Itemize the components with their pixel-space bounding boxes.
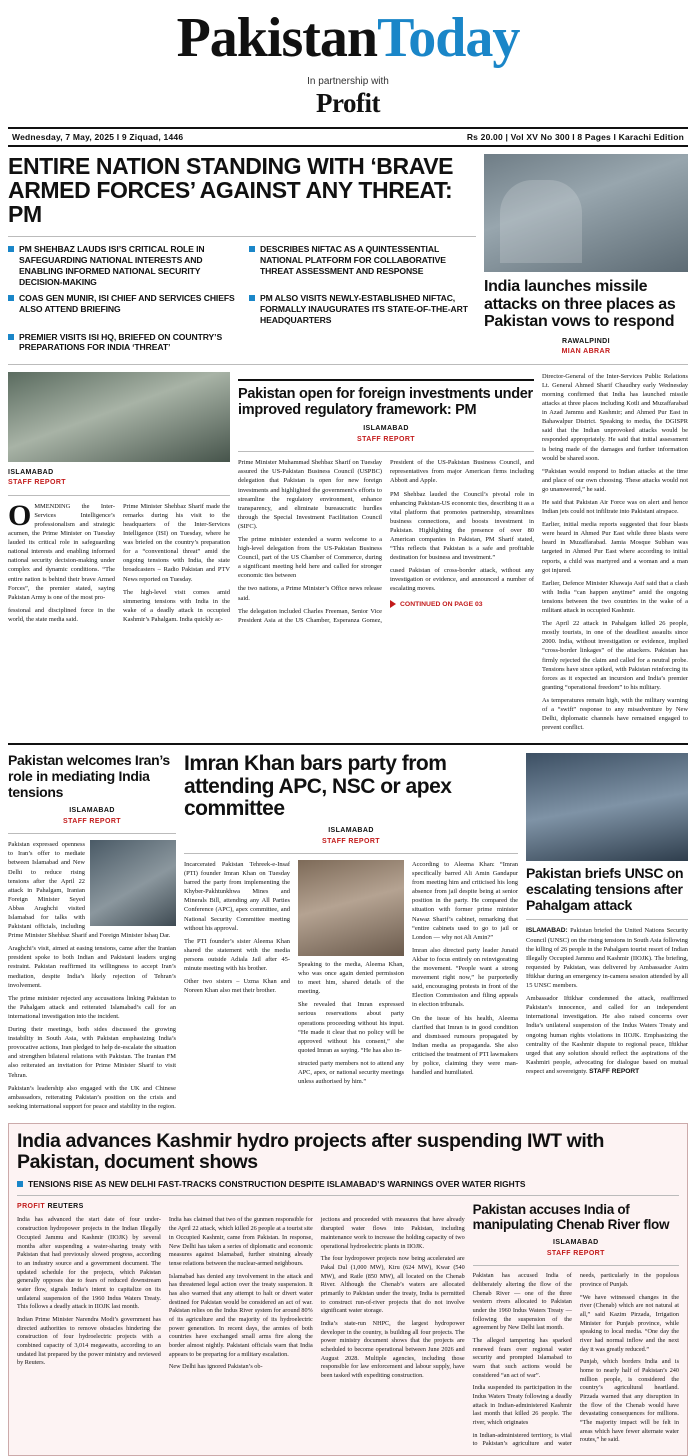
bottom-paragraph: Islamabad has denied any involvement in the attack and has threatened legal action over the treaty suspension. It has also warned that any attempt to halt or divert water destined for Pakistan would be considered an act of war. Pakistan relies on the Indus River system for around 80% of its agriculture and the majority of its hydroelectric power generation. In recent days, the armies of both countries have exchanged small arms fire along the border almost nightly. Pakistani officials warn that India appears to be preparing for a military escalation. bbox=[168, 1272, 313, 1358]
divider bbox=[473, 1265, 679, 1266]
fi-paragraph: the two nations, a Prime Minister’s Office news release said. bbox=[238, 585, 382, 602]
meeting-photo bbox=[8, 372, 230, 462]
bottom-byline bbox=[17, 1202, 465, 1213]
square-bullet-icon bbox=[8, 334, 14, 340]
bottom-subhead-text: TENSIONS RISE AS NEW DELHI FAST-TRACKS CONSTRUCTION DESPITE ISLAMABAD’S WARNINGS OVER WATER RIGHTS bbox=[28, 1178, 526, 1189]
bottom-paragraph: Indian Prime Minister Narendra Modi’s government has directed authorities to remove obstacles hindering the construction of four hydroelectric projects with a combined capacity of 3,014 megawatts, according to an undated list prepared by the power ministry and reviewed by Reuters. bbox=[17, 1315, 161, 1367]
iran-headline[interactable]: Pakistan welcomes Iran’s role in mediating India tensions bbox=[8, 752, 170, 800]
missile-paragraph: Director-General of the Inter-Services Public Relations Lt. General Ahmed Sharif Chaudhry early Wednesday morning confirmed that India has launched missile attacks at three places including Kotli and Muzaffarabad in Azad Jammu and Kashmir; and Ahmed Pur East in Bahawalpur District. Speaking to media, the DGISPR said that the Indian unprovoked attacks would be responded appropriately. He said that initial assessment is being made of the damages and further information would be shared soon. bbox=[542, 372, 688, 462]
bottom-paragraph: India has claimed that two of the gunmen responsible for the April 22 attack, which killed 26 people at a tourist site in Occupied Kashmir, came from Pakistan. In response, New Delhi has taken a series of diplomatic and economic measures against Islamabad, further straining already tense relations between the nuclear-armed neighbours. bbox=[168, 1216, 313, 1267]
fi-paragraph: The prime minister extended a warm welcome to a high-level delegation from the US-Pakistan Business Council, part of the US Chamber of Commerce, during a significant meeting held here and called for stronger economic ties between bbox=[238, 536, 382, 580]
lead-bullet bbox=[8, 244, 235, 287]
commend-paragraph: fessional and disciplined force in the world, the state media said. bbox=[8, 606, 115, 623]
bottom-body-wrap bbox=[17, 1202, 679, 1449]
chenab-story bbox=[473, 1202, 679, 1449]
chenab-paragraph: “We have witnessed changes in the river (Chenab) which are not natural at all,” said Kazim Pirzada, Irrigation Minister for Punjab province, while speaking to local media. “One day the river had normal inflow and the next day it was greatly reduced.” bbox=[579, 1293, 679, 1353]
commend-body bbox=[8, 498, 230, 628]
iran-paragraph: The prime minister rejected any accusations linking Pakistan to the Pahalgam attack and reiterated Islamabad’s call for an international investigation into the incident. bbox=[8, 994, 176, 1020]
bottom-body bbox=[17, 1216, 465, 1380]
unsc-paragraph bbox=[526, 926, 688, 990]
commend-paragraph: The high-level visit comes amid simmering tensions with India in the wake of a deadly attack in occupied Kashmir’s Pahalgam. India quickly ac- bbox=[123, 588, 230, 623]
byline-section: PROFIT bbox=[17, 1202, 46, 1210]
commend-paragraph: Prime Minister Shehbaz Sharif made the remarks during his visit to the headquarters of the Inter-Services Intelligence (ISI) on Tuesday, where he was briefed on the country’s preparation for a “conventional threat” amid the ongoing tensions with India, the state broadcasters – Radio Pakistan and PTV News reported on Tuesday. bbox=[123, 502, 230, 583]
imran-paragraph: Incarcerated Pakistan Tehreek-e-Insaf (PTI) founder Imran Khan on Tuesday barred the party from implementing the Khyber-Pakhtunkhwa Mines and Minerals Bill, attending any All Parties Conference (APC), apex committee, and National Security Committee meeting without his approval. bbox=[184, 861, 290, 932]
lead-left-column bbox=[8, 154, 476, 358]
second-section bbox=[8, 753, 688, 1115]
lead-bullet-text: PM SHEHBAZ LAUDS ISI’S CRITICAL ROLE IN SAFEGUARDING NATIONAL INTERESTS AND ENABLING INFORMED NATIONAL SECURITY DECISION-MAKING bbox=[19, 244, 205, 287]
lead-bullet-text: COAS GEN MUNIR, ISI CHIEF AND SERVICES CHIEFS ALSO ATTEND BRIEFING bbox=[19, 293, 235, 315]
chenab-paragraph: India suspended its participation in the Indus Waters Treaty following a deadly attack in Indian-administered Kashmir last month that killed 26 people. The river, which originates bbox=[472, 1384, 572, 1426]
dateline-bar bbox=[8, 127, 688, 147]
missile-byline bbox=[484, 337, 688, 358]
chenab-body bbox=[473, 1272, 679, 1449]
iran-paragraph: During their meetings, both sides discussed the growing instability in South Asia, with Pakistan emphasizing India’s provocative actions, Iran pledged to help de-escalate the situation and strengthen bilateral relations with Pakistan. The Iranian FM also reiterated an invitation for Prime Minister Sharif to visit Tehran. bbox=[8, 1026, 176, 1079]
aleema-khan-photo bbox=[298, 860, 404, 956]
iran-paragraph: Pakistan’s leadership also engaged with the UK and Chinese ambassadors, reiterating Pakistan’s position on the crisis and seeking international support for peace and stability in the region. bbox=[8, 1084, 176, 1110]
square-bullet-icon bbox=[8, 295, 14, 301]
lead-section bbox=[8, 154, 688, 358]
lead-bullet bbox=[249, 293, 476, 325]
soldiers-photo bbox=[484, 154, 688, 272]
unsc-paragraph-text: Ambassador Iftikhar condemned the attack, reaffirmed Pakistan’s innocence, and called for an independent international investigation. He also raised concerns over India’s unilateral suspension of the Indus Waters Treaty and ongoing human rights violations in IIOJK. Emphasizing the centrality of the Kashmir dispute to regional peace, Iftikhar urged that any solution should reflect the aspirations of the Kashmiri people, advocating for dialogue based on mutual respect and sovereignty. bbox=[526, 995, 688, 1075]
missile-paragraph: The April 22 attack in Pahalgam killed 26 people, mostly tourists, in one of the deadliest assaults since 2000. India, without investigation or evidence, implied “cross-border linkages” of the attackers. Pakistan has firmly rejected the claim and called for a neutral probe. Tensions have since spiked, with Pakistan reinforcing its forces as it expected an incursion and India’s premier granting “operational freedom” to his military. bbox=[542, 620, 688, 691]
lead-bullet-grid bbox=[8, 236, 476, 353]
divider bbox=[238, 451, 534, 452]
chenab-byline bbox=[473, 1238, 679, 1259]
imran-paragraph: structed party members not to attend any APC, apex, or national security meetings unless authorised by him.” bbox=[298, 1059, 404, 1086]
missile-paragraph: Earlier, Defence Minister Khawaja Asif said that a clash with India “can happen anytime” amid the ongoing tensions between the two countries in the wake of a militant attack in occupied Kashmir. bbox=[542, 579, 688, 615]
byline-city: RAWALPINDI bbox=[562, 337, 610, 345]
newspaper-title bbox=[8, 7, 688, 69]
chenab-paragraph: The alleged tampering has sparked renewed fears over regional water security and prompted Islamabad to warn that such actions would be considered “an act of war”. bbox=[472, 1336, 572, 1379]
divider bbox=[184, 853, 518, 854]
foreign-investment-headline[interactable]: Pakistan open for foreign investments under improved regulatory framework: PM bbox=[238, 385, 533, 419]
imran-story bbox=[184, 753, 518, 1115]
lead-bullet-text: PREMIER VISITS ISI HQ, BRIEFED ON COUNTRY’S PREPARATIONS FOR INDIA ‘THREAT’ bbox=[19, 331, 223, 353]
square-bullet-icon bbox=[17, 1181, 23, 1187]
bottom-headline[interactable]: India advances Kashmir hydro projects after suspending IWT with Pakistan, document shows bbox=[17, 1129, 605, 1173]
divider bbox=[8, 833, 176, 834]
unsc-credit: STAFF REPORT bbox=[589, 1067, 640, 1075]
divider bbox=[526, 919, 688, 920]
divider bbox=[8, 743, 688, 745]
chenab-paragraph: Pakistan has accused India of deliberately altering the flow of the Chenab River — one of the three western rivers allocated to Pakistan under the 1960 Indus Waters Treaty — following the suspension of the agreement by New Delhi last month. bbox=[472, 1272, 572, 1332]
fi-paragraph: Prime Minister Muhammad Shehbaz Sharif on Tuesday assured the US-Pakistan Business Council (USPBC) delegation that Pakistan is open for new foreign investments and highlighted the government’s efforts to streamline the regulatory environment, enhance transparency, and eliminate bureaucratic hurdles through the Special Investment Facilitation Council (SIFC). bbox=[238, 459, 382, 530]
iran-paragraph: Pakistan expressed openness to Iran’s offer to mediate between Islamabad and New Delhi to reduce rising tensions after the April 22 attack in Pahalgam, Iranian Foreign Minister Seyed Abbas Araghchi visited Islamabad for talks with Pakistani officials, including Prime Minister Shehbaz Sharif and Foreign Minister Ishaq Dar. bbox=[8, 841, 171, 940]
commend-story bbox=[8, 372, 230, 736]
unsc-story bbox=[526, 753, 688, 1115]
byline-name: REUTERS bbox=[47, 1202, 84, 1210]
iran-paragraph: Araghchi’s visit, aimed at easing tensions, came after the Iranian president spoke to both Indian and Pakistani leaders urging restraint. Pakistan reaffirmed its willingness to accept Iran’s mediation, despite India’s likely rejection of Tehran’s involvement. bbox=[8, 945, 176, 989]
imran-paragraph: Imran also directed party leader Junaid Akbar to focus entirely on reinvigorating the movement. “People want a strong movement right now,” he purportedly said, encouraging protests in front of the Election Commission and filing appeals in election tribunals. bbox=[412, 946, 518, 1009]
lead-bullet-text: DESCRIBES NIFTAC AS A QUINTESSENTIAL NATIONAL PLATFORM FOR COLLABORATIVE THREAT ASSESSMENT AND RESPONSE bbox=[260, 244, 446, 276]
title-pakistan: Pakistan bbox=[176, 7, 378, 69]
triangle-icon bbox=[390, 600, 396, 608]
divider bbox=[8, 364, 688, 365]
foreign-investment-story bbox=[238, 372, 534, 736]
imran-paragraph: The PTI founder’s sister Aleema Khan shared the statement with the media persons outside Adiala Jail after 45-minute meeting with his brother. bbox=[184, 937, 290, 973]
square-bullet-icon bbox=[249, 246, 255, 252]
iran-story bbox=[8, 753, 176, 1115]
divider bbox=[17, 1195, 679, 1196]
fi-paragraph: cused Pakistan of cross-border attack, without any investigation or evidence, and announced a number of escalating moves. bbox=[390, 567, 534, 593]
imran-byline bbox=[184, 826, 518, 847]
missile-story-body bbox=[542, 372, 688, 736]
byline-city: ISLAMABAD bbox=[363, 425, 409, 433]
lead-bullet bbox=[8, 332, 235, 353]
imran-paragraph: Speaking to the media, Aleema Khan, who was once again denied permission to meet him, shared details of the meeting. bbox=[298, 961, 404, 996]
mid-section bbox=[8, 372, 688, 736]
continued-label: CONTINUED ON PAGE 03 bbox=[400, 600, 483, 608]
araghchi-photo bbox=[90, 840, 176, 926]
dateline-date: Wednesday, 7 May, 2025 I 9 Ziquad, 1446 bbox=[12, 132, 184, 142]
byline-name: STAFF REPORT bbox=[8, 479, 66, 487]
chenab-headline[interactable]: Pakistan accuses India of manipulating Chenab River flow bbox=[472, 1201, 670, 1233]
partner-line: In partnership with bbox=[307, 76, 389, 87]
profit-logo: Profit bbox=[316, 88, 380, 118]
square-bullet-icon bbox=[8, 246, 14, 252]
chenab-paragraph: in Indian-administered territory, is vital to Pakistan’s agriculture and water needs, particularly in the populous province of Punjab. bbox=[472, 1272, 679, 1448]
bottom-paragraph: The four hydropower projects now being accelerated are Pakal Dul (1,000 MW), Kiru (624 MW), Kwar (540 MW), and Ratle (850 MW), all located on the Chenab River. Although the Chenab’s waters are allocated primarily to Pakistan under the treaty, India is permitted to construct run-of-river projects that do not involve significant water storage. bbox=[320, 1255, 465, 1315]
continued-link[interactable] bbox=[390, 600, 483, 610]
bottom-paragraph: India has advanced the start date of four under-construction hydropower projects in the Indian Illegally Occupied Jammu and Kashmir (IIOJK) by several months after suspending a water-sharing treaty with Pakistan that had previously slowed progress, according to an industry source and a government document. The updated schedule for the projects, which Pakistan generally opposes due to fears of reduced downstream water flow, signals India’s intent to capitalize on its unilateral suspension of the 1960 Indus Waters Treaty. This follows a deadly attack in IIOJK last month. bbox=[17, 1216, 161, 1311]
square-bullet-icon bbox=[249, 295, 255, 301]
commend-paragraph: OMMENDING the Inter-Services Intelligence’s professionalism and strategic acumen, the Prime Minister on Tuesday lauded its critical role in safeguarding national interests and enabling informed national security decision-making under complex and dynamic conditions. “The entire nation is behind their brave Armed Forces”, the premier stated, saying Pakistan Army is one of the most pro- bbox=[8, 498, 115, 601]
bottom-paragraph: jections and proceeded with measures that have already disrupted water flows into Pakistan, including maintenance work to increase the holding capacity of two operational hydroelectric plants in IIOJK. bbox=[320, 1216, 465, 1250]
commend-byline bbox=[8, 468, 230, 489]
fi-paragraph: PM Shehbaz lauded the Council’s pivotal role in enhancing Pakistan-US economic ties, describing it as a vital platform that promotes partnership, streamlines business connections, and boosts investment in Pakistan. Highlighting the presence of over 80 American companies in Pakistan, PM Sharif stated, “This reflects that Pakistan is a safe and profitable destination for business and investment.” bbox=[390, 490, 534, 562]
bottom-left bbox=[17, 1202, 465, 1449]
unsc-headline[interactable]: Pakistan briefs UNSC on escalating tensions after Pahalgam attack bbox=[526, 865, 684, 913]
imran-paragraph: Other two sisters – Uzma Khan and Noreen Khan also met their brother. bbox=[184, 978, 290, 995]
lead-bullet bbox=[249, 244, 476, 287]
imran-headline[interactable]: Imran Khan bars party from attending APC, NSC or apex committee bbox=[184, 752, 452, 820]
fi-paragraph: The delegation included Charles Freeman, Senior Vice President Asia at the US Chamber, Esperanza Gomez, President of the US-Pakistan Business Council, and representatives from major American firms including Abbott and Apple. bbox=[238, 459, 534, 624]
bottom-feature bbox=[8, 1123, 688, 1456]
byline-name: STAFF REPORT bbox=[546, 1249, 605, 1257]
missile-paragraph: “Pakistan would respond to Indian attacks at the time and place of our own choosing. These attacks would not go unanswered,” he said. bbox=[542, 467, 688, 493]
imran-paragraph: According to Aleema Khan: “Imran specifically barred Ali Amin Gandapur from meeting him and criticised his long absence from jail despite being at senior position in the party. He compared the situation with former prime minister Nawaz Sharif’s cabinet, remarking that “entire cabinets used to go to jail or London — why not Ali Amin?” bbox=[412, 861, 518, 941]
byline-name: STAFF REPORT bbox=[63, 817, 121, 825]
title-today: Today bbox=[377, 7, 520, 69]
chenab-paragraph: Punjab, which borders India and is home to nearly half of Pakistan’s 240 million people, is considered the country’s agricultural heartland. Pirzada warned that any disruption in the flow of the Chenab would have devastating consequences for millions. “The majority impact will be felt in areas which have fewer alternate water routes,” he said. bbox=[579, 1358, 679, 1444]
byline-name: MIAN ABRAR bbox=[561, 348, 611, 356]
bottom-subhead bbox=[17, 1179, 679, 1189]
foreign-investment-body bbox=[238, 458, 534, 625]
byline-city: ISLAMABAD bbox=[69, 807, 115, 815]
divider bbox=[238, 379, 534, 381]
missile-body bbox=[542, 372, 688, 732]
bottom-paragraph: New Delhi has ignored Pakistan’s ob- bbox=[168, 1363, 263, 1371]
unsc-paragraph bbox=[526, 994, 688, 1076]
dateline-edition: Rs 20.00 | Vol XV No 300 I 8 Pages I Karachi Edition bbox=[466, 132, 684, 142]
lead-bullet bbox=[8, 293, 235, 325]
byline-name: STAFF REPORT bbox=[322, 837, 380, 845]
iran-body bbox=[8, 840, 176, 1111]
imran-paragraph: On the issue of his health, Aleema clarified that Imran is in good condition and dismissed rumours propagated by Indian media as propaganda. She also criticised the treatment of PTI lawmakers by police, claiming they were man-handled and humiliated. bbox=[412, 1014, 518, 1077]
byline-city: ISLAMABAD bbox=[8, 468, 54, 476]
imran-body bbox=[184, 860, 518, 1086]
bottom-paragraph: India’s state-run NHPC, the largest hydropower developer in the country, is building all four projects. The power ministry document shows that the projects are scheduled to become operational between June 2026 and August 2028. Multiple agencies, including those responsible for law enforcement and labour supply, have been tasked with expediting construction. bbox=[320, 1319, 465, 1379]
missile-paragraph: Earlier, initial media reports suggested that four blasts were heard in Ahmed Pur East while three blasts were heard in Muzaffarabad. Jamia Mosque Subhan was targeted in Ahmed Pur East where according to initial reports, a child was martyred and a woman and a man got injured. bbox=[542, 521, 688, 574]
unsc-chamber-photo bbox=[526, 753, 688, 861]
missile-paragraph: He said that Pakistan Air Force was on alert and hence Indian jets could not infiltrate into Pakistani airspace. bbox=[542, 499, 688, 516]
lead-bullet-text: PM ALSO VISITS NEWLY-ESTABLISHED NIFTAC, FORMALLY INAUGURATES ITS STATE-OF-THE-ART HEADQUARTERS bbox=[260, 293, 468, 325]
foreign-investment-byline bbox=[238, 424, 534, 445]
unsc-body bbox=[526, 926, 688, 1076]
byline-city: ISLAMABAD bbox=[553, 1239, 599, 1247]
lead-headline[interactable]: ENTIRE NATION STANDING WITH ‘BRAVE ARMED FORCES’ AGAINST ANY THREAT: PM bbox=[8, 153, 454, 228]
divider bbox=[8, 495, 230, 496]
masthead bbox=[8, 4, 688, 119]
missile-story bbox=[484, 154, 688, 358]
missile-headline[interactable]: India launches missile attacks on three places as Pakistan vows to respond bbox=[484, 278, 676, 331]
imran-paragraph: She revealed that Imran expressed serious reservations about party operations proceeding without his input. “He made it clear that no policy will be approved without his consent,” she quoted Imran as saying. “He has also in- bbox=[298, 1001, 404, 1054]
byline-name: STAFF REPORT bbox=[357, 435, 415, 443]
unsc-lead-city: ISLAMABAD: bbox=[526, 927, 568, 935]
unsc-paragraph-text: Pakistan briefed the United Nations Security Council (UNSC) on the rising tensions in South Asia following the killing of 26 people in the Pahalgam tourist resort of Indian Illegally Occupied Jammu and Kashmir (IIOJK). The briefing, requested by Pakistan, was delivered by Ambassador Asim Iftikhar during an emergency in-camera session attended by all 15 UNSC members. bbox=[526, 927, 688, 990]
missile-paragraph: As temperatures remain high, with the military warning of a “swift” response to any misadventure by New Delhi, diplomatic channels have remained engaged to prevent conflict. bbox=[542, 696, 688, 732]
iran-byline bbox=[8, 806, 176, 827]
byline-city: ISLAMABAD bbox=[328, 827, 374, 834]
